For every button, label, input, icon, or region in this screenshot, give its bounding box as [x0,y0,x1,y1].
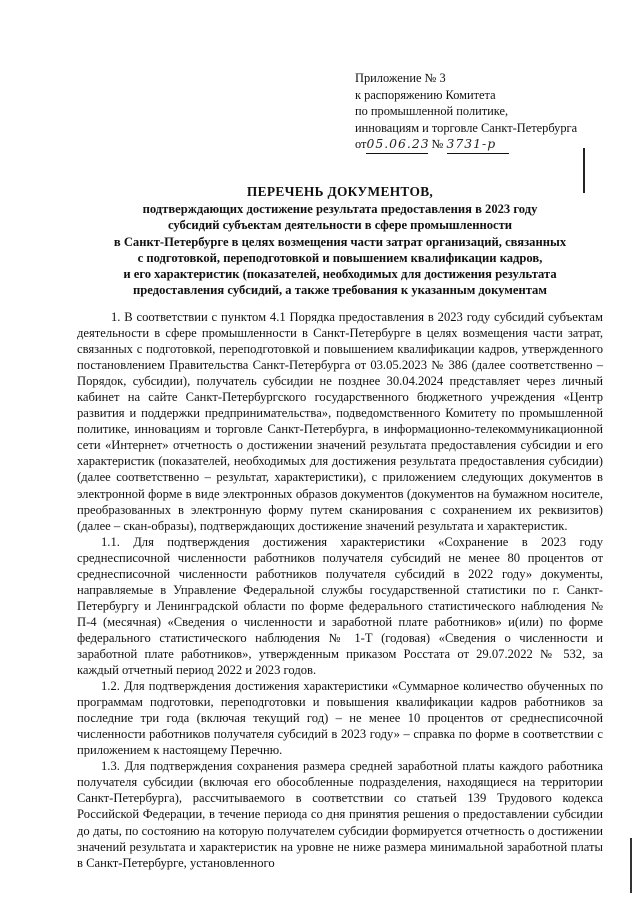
annex-line-1: Приложение № 3 [355,71,446,85]
heading-line-5: и его характеристик (показателей, необходимых для достижения результата [123,267,557,282]
annex-line-2: к распоряжению Комитета [355,87,496,102]
annex-line-4: инновациям и торговле Санкт-Петербурга [355,120,578,135]
document-body [77,309,603,871]
heading-line-4: с подготовкой, переподготовкой и повышением квалификации кадров, [137,250,543,265]
annex-line-3: по промышленной политике, [355,104,509,119]
paragraph-1: 1. В соответствии с пунктом 4.1 Порядка предоставления в 2023 году субсидий субъектам деятельности в сфере промышленности в Санкт-Петербурге в целях возмещения части затрат, связанных с подготовкой, переподготовкой и повышением квалификации кадров, утвержденного постановлением Правительства Санкт-Петербурга от 03.05.2023 № 386 (далее соответственно – Порядок, субсидии), получатель субсидии не позднее 30.04.2024 представляет через личный кабинет на сайте Санкт-Петербургского государственного бюджетного учреждения «Центр развития и поддержки предпринимательства», подведомственного Комитету по промышленной политике, инновациям и торговле Санкт-Петербурга, в информационно-телекоммуникационной сети «Интернет» отчетность о достижении значений результата предоставления субсидии и его характеристик (показателей, необходимых для достижения результата предоставления субсидии) (далее соответственно – результат, характеристики), с приложением следующих документов в электронной форме в виде электронных образов документов (документов на бумажном носителе, преобразованных в электронную форму путем сканирования с сохранением их реквизитов) (далее – скан-образы), подтверждающих достижение значений результата и характеристик. [77,310,603,533]
heading-line-2: субсидий субъектам деятельности в сфере промышленности [167,218,513,233]
number-label: № [431,137,444,152]
heading-line-3: в Санкт-Петербурге в целях возмещения части затрат организаций, связанных [113,234,567,249]
heading-line-6: предоставления субсидий, а также требования к указанным документам [133,283,547,298]
document-title: ПЕРЕЧЕНЬ ДОКУМЕНТОВ, [246,184,434,199]
annex-block [355,70,605,154]
paragraph-1-2: 1.2. Для подтверждения достижения характеристики «Суммарное количество обученных по программам подготовки, переподготовки и повышения квалификации кадров работников за последние три года (включая текущий год) – не менее 10 процентов от среднесписочной численности работников получателя субсидий в 2023 году» – справка по форме в соответствии с приложением к настоящему Перечню. [77,679,603,758]
paragraph-1-1: 1.1. Для подтверждения достижения характеристики «Сохранение в 2023 году среднесписочной численности работников получателя субсидий не менее 80 процентов от среднесписочной численности работников получателя субсидий в 2022 году» документы, направляемые в Управление Федеральной службы государственной статистики по г. Санкт-Петербургу и Ленинградской области по форме федерального статистического наблюдения № П-4 (месячная) «Сведения о численности и заработной плате работников» и(или) по форме федерального статистического наблюдения № 1-Т (годовая) «Сведения о численности и заработной плате работников», утвержденным приказом Росстата от 29.07.2022 № 532, за каждый отчетный период 2022 и 2023 годов. [77,534,603,678]
document-heading [80,184,600,298]
from-label: от [355,137,367,152]
heading-line-1: подтверждающих достижение результата предоставления в 2023 году [142,202,538,217]
annex-date-number-line [355,136,605,154]
paragraph-1-3: 1.3. Для подтверждения сохранения размера средней заработной платы каждого работника получателя субсидии (включая его обособленные подразделения, находящиеся на территории Санкт-Петербурга), рассчитываемого в соответствии со статьей 139 Трудового кодекса Российской Федерации, в течение периода со дня принятия решения о предоставлении субсидии до даты, по состоянию на которую получателем субсидии формируется отчетность о достижении значений результата и характеристик на уровне не ниже размера минимальной заработной платы в Санкт-Петербурге, установленного [77,759,603,870]
handwritten-number: 3731-р [447,136,509,154]
scan-edge-mark [630,838,632,893]
handwritten-date: 05.06.23 [366,136,428,154]
